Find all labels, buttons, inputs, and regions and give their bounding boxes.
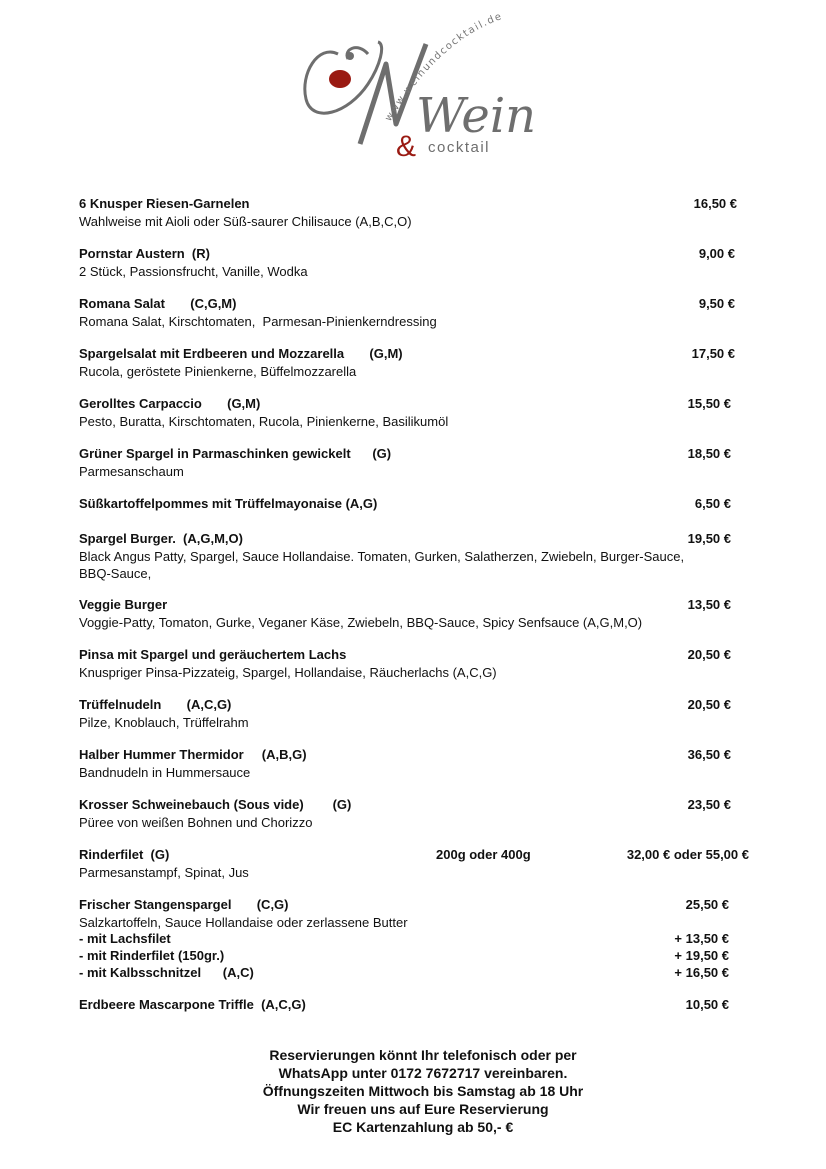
menu-item xyxy=(79,597,749,631)
dish-name: Halber Hummer Thermidor (A,B,G) xyxy=(79,747,307,762)
menu-item xyxy=(79,797,749,831)
menu-item xyxy=(79,446,749,480)
extra-label: - mit Lachsfilet xyxy=(79,931,171,946)
menu-item xyxy=(79,531,749,582)
menu-item xyxy=(79,346,749,380)
dish-name: Grüner Spargel in Parmaschinken gewickelt (G) xyxy=(79,446,392,461)
footer-info xyxy=(213,1046,633,1136)
menu-item xyxy=(79,296,749,330)
dish-price: 25,50 € xyxy=(685,897,729,912)
dish-price: 20,50 € xyxy=(687,697,731,712)
extra-label: - mit Kalbsschnitzel (A,C) xyxy=(79,965,254,980)
dish-extra-option xyxy=(79,965,749,982)
menu-item xyxy=(79,847,749,881)
footer-line-payment: EC Kartenzahlung ab 50,- € xyxy=(332,1119,514,1135)
dish-name: Romana Salat (C,G,M) xyxy=(79,296,237,311)
logo-graphic xyxy=(298,4,538,164)
dish-name: Süßkartoffelpommes mit Trüffelmayonaise (A,G) xyxy=(79,496,378,511)
dish-name: Pinsa mit Spargel und geräuchertem Lachs xyxy=(79,647,347,662)
menu-item xyxy=(79,396,749,430)
menu-item-header xyxy=(79,346,749,363)
dish-name: Rinderfilet (G) xyxy=(79,847,170,862)
dish-description: Pilze, Knoblauch, Trüffelrahm xyxy=(79,715,249,730)
dish-name: Pornstar Austern (R) xyxy=(79,246,210,261)
dish-description: Parmesanschaum xyxy=(79,464,184,479)
dish-name: Frischer Stangenspargel (C,G) xyxy=(79,897,289,912)
menu-item-header xyxy=(79,396,749,413)
dish-description: Pesto, Buratta, Kirschtomaten, Rucola, Pinienkerne, Basilikumöl xyxy=(79,414,449,429)
menu-item xyxy=(79,246,749,280)
logo-wordmark: Wein xyxy=(416,88,537,144)
dish-description: Wahlweise mit Aioli oder Süß-saurer Chilisauce (A,B,C,O) xyxy=(79,214,412,229)
extra-price: + 19,50 € xyxy=(674,948,729,963)
menu-item-header xyxy=(79,196,749,213)
dish-price: 18,50 € xyxy=(687,446,731,461)
dish-price: 32,00 € oder 55,00 € xyxy=(626,847,749,862)
logo xyxy=(298,4,538,164)
menu-item-header xyxy=(79,797,749,814)
footer-line-whatsapp: WhatsApp unter 0172 7672717 vereinbaren. xyxy=(278,1065,568,1081)
footer-line-welcome: Wir freuen uns auf Eure Reservierung xyxy=(297,1101,549,1117)
dish-price: 6,50 € xyxy=(694,496,731,511)
menu-item xyxy=(79,997,749,1014)
footer-line-opening-hours: Öffnungszeiten Mittwoch bis Samstag ab 18 Uhr xyxy=(262,1083,584,1099)
logo-red-dot xyxy=(329,70,351,88)
dish-price: 36,50 € xyxy=(687,747,731,762)
dish-price: 17,50 € xyxy=(691,346,735,361)
menu-item xyxy=(79,196,749,230)
logo-subtitle: cocktail xyxy=(428,139,491,156)
menu-item-header xyxy=(79,296,749,313)
menu-item-header xyxy=(79,597,749,614)
dish-price: 9,00 € xyxy=(698,246,735,261)
dish-price: 9,50 € xyxy=(698,296,735,311)
logo-url: www.weinundcocktail.de xyxy=(383,10,505,124)
dish-description: Black Angus Patty, Spargel, Sauce Hollandaise. Tomaten, Gurken, Salatherzen, Zwiebeln, Burger-Sauce, xyxy=(79,549,685,564)
menu-item-header xyxy=(79,847,749,864)
dish-name: Spargel Burger. (A,G,M,O) xyxy=(79,531,243,546)
menu-item-header xyxy=(79,897,749,914)
menu-item-header xyxy=(79,246,749,263)
dish-price: 20,50 € xyxy=(687,647,731,662)
menu-item xyxy=(79,697,749,731)
dish-name: Trüffelnudeln (A,C,G) xyxy=(79,697,232,712)
menu-item xyxy=(79,647,749,681)
dish-description: Voggie-Patty, Tomaton, Gurke, Veganer Käse, Zwiebeln, BBQ-Sauce, Spicy Senfsauce (A,G,M,O) xyxy=(79,615,643,630)
dish-description: Rucola, geröstete Pinienkerne, Büffelmozzarella xyxy=(79,364,357,379)
dish-price: 13,50 € xyxy=(687,597,731,612)
dish-description: Bandnudeln in Hummersauce xyxy=(79,765,251,780)
dish-price: 10,50 € xyxy=(685,997,729,1012)
dish-description: BBQ-Sauce, xyxy=(79,566,152,581)
menu-item-header xyxy=(79,496,749,513)
extra-price: + 16,50 € xyxy=(674,965,729,980)
menu-item-header xyxy=(79,747,749,764)
menu-item-header xyxy=(79,531,749,548)
dish-price: 19,50 € xyxy=(687,531,731,546)
dish-price: 16,50 € xyxy=(693,196,737,211)
dish-name: Veggie Burger xyxy=(79,597,168,612)
dish-description: Parmesanstampf, Spinat, Jus xyxy=(79,865,249,880)
dish-name: Erdbeere Mascarpone Triffle (A,C,G) xyxy=(79,997,306,1012)
dish-name: 6 Knusper Riesen-Garnelen xyxy=(79,196,250,211)
dish-description: Romana Salat, Kirschtomaten, Parmesan-Pinienkerndressing xyxy=(79,314,437,329)
dish-price: 15,50 € xyxy=(687,396,731,411)
menu-item-header xyxy=(79,997,749,1014)
menu-item xyxy=(79,897,749,982)
extra-label: - mit Rinderfilet (150gr.) xyxy=(79,948,225,963)
dish-description: Püree von weißen Bohnen und Chorizzo xyxy=(79,815,313,830)
dish-description: 2 Stück, Passionsfrucht, Vanille, Wodka xyxy=(79,264,308,279)
menu-item-header xyxy=(79,697,749,714)
extra-price: + 13,50 € xyxy=(674,931,729,946)
menu-item-header xyxy=(79,647,749,664)
logo-ampersand: & xyxy=(396,130,417,163)
dish-name: Krosser Schweinebauch (Sous vide) (G) xyxy=(79,797,352,812)
dish-name: Spargelsalat mit Erdbeeren und Mozzarella (G,M) xyxy=(79,346,403,361)
dish-weight-options: 200g oder 400g xyxy=(436,847,531,862)
dish-description: Salzkartoffeln, Sauce Hollandaise oder zerlassene Butter xyxy=(79,915,408,930)
menu-item xyxy=(79,496,749,513)
menu-item-header xyxy=(79,446,749,463)
dish-extra-option xyxy=(79,948,749,965)
dish-extra-option xyxy=(79,931,749,948)
menu-item xyxy=(79,747,749,781)
dish-price: 23,50 € xyxy=(687,797,731,812)
footer-line-reservation: Reservierungen könnt Ihr telefonisch oder per xyxy=(269,1047,577,1063)
dish-description: Knuspriger Pinsa-Pizzateig, Spargel, Hollandaise, Räucherlachs (A,C,G) xyxy=(79,665,497,680)
dish-name: Gerolltes Carpaccio (G,M) xyxy=(79,396,261,411)
